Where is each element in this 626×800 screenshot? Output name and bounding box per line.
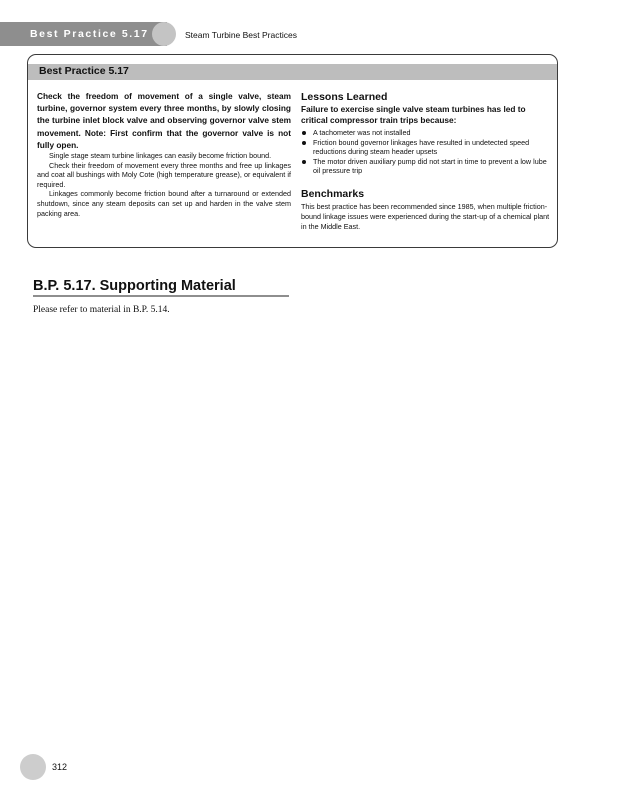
benchmarks-text: This best practice has been recommended since 1985, when multiple friction-bound linkage issues were experienced during the start-up of a chemical plant in the Middle East. bbox=[301, 201, 550, 231]
best-practice-lead: Check the freedom of movement of a single valve, steam turbine, governor system every three months, by slowly closing the turbine inlet block valve and observing governor valve stem movement. Note: First confirm that the governor valve is not fully open. bbox=[37, 91, 291, 150]
best-practice-paragraph: Linkages commonly become friction bound after a turnaround or extended shutdown, since any steam deposits can set up and harden in the valve stem packing area. bbox=[37, 189, 291, 218]
list-item bbox=[301, 128, 550, 138]
running-title: Steam Turbine Best Practices bbox=[185, 30, 297, 40]
list-item-text: Friction bound governor linkages have resulted in undetected speed reductions during steam header upsets bbox=[313, 137, 530, 157]
benchmarks-title: Benchmarks bbox=[301, 187, 365, 200]
supporting-material-text: Please refer to material in B.P. 5.14. bbox=[33, 305, 170, 315]
supporting-material-heading: B.P. 5.17. Supporting Material bbox=[33, 278, 236, 294]
list-item bbox=[301, 157, 550, 176]
list-item-text: A tachometer was not installed bbox=[313, 128, 411, 137]
lessons-learned-title: Lessons Learned bbox=[301, 91, 388, 103]
best-practice-box bbox=[27, 54, 558, 248]
lessons-learned-subtitle: Failure to exercise single valve steam turbines has led to critical compressor train trips because: bbox=[301, 104, 526, 125]
bullet-icon bbox=[302, 141, 306, 145]
best-practice-paragraph: Check their freedom of movement every three months and free up linkages and coat all bushings with Moly Cote (high temperature grease), or equivalent if required. bbox=[37, 160, 291, 189]
header-circle-ornament bbox=[152, 22, 176, 46]
best-practice-left-column bbox=[37, 90, 291, 218]
bullet-icon bbox=[302, 131, 306, 135]
list-item bbox=[301, 138, 550, 157]
page-number: 312 bbox=[52, 762, 68, 772]
best-practice-right-column bbox=[301, 90, 550, 232]
heading-underline bbox=[33, 295, 289, 297]
best-practice-title: Best Practice 5.17 bbox=[39, 65, 129, 77]
best-practice-title-bar bbox=[28, 64, 557, 80]
section-label: Best Practice 5.17 bbox=[30, 28, 149, 40]
bullet-icon bbox=[302, 160, 306, 164]
page-number-circle bbox=[20, 754, 46, 780]
list-item-text: The motor driven auxiliary pump did not start in time to prevent a low lube oil pressure trip bbox=[313, 156, 547, 176]
lessons-learned-list bbox=[301, 128, 550, 176]
best-practice-paragraph: Single stage steam turbine linkages can easily become friction bound. bbox=[49, 151, 272, 161]
